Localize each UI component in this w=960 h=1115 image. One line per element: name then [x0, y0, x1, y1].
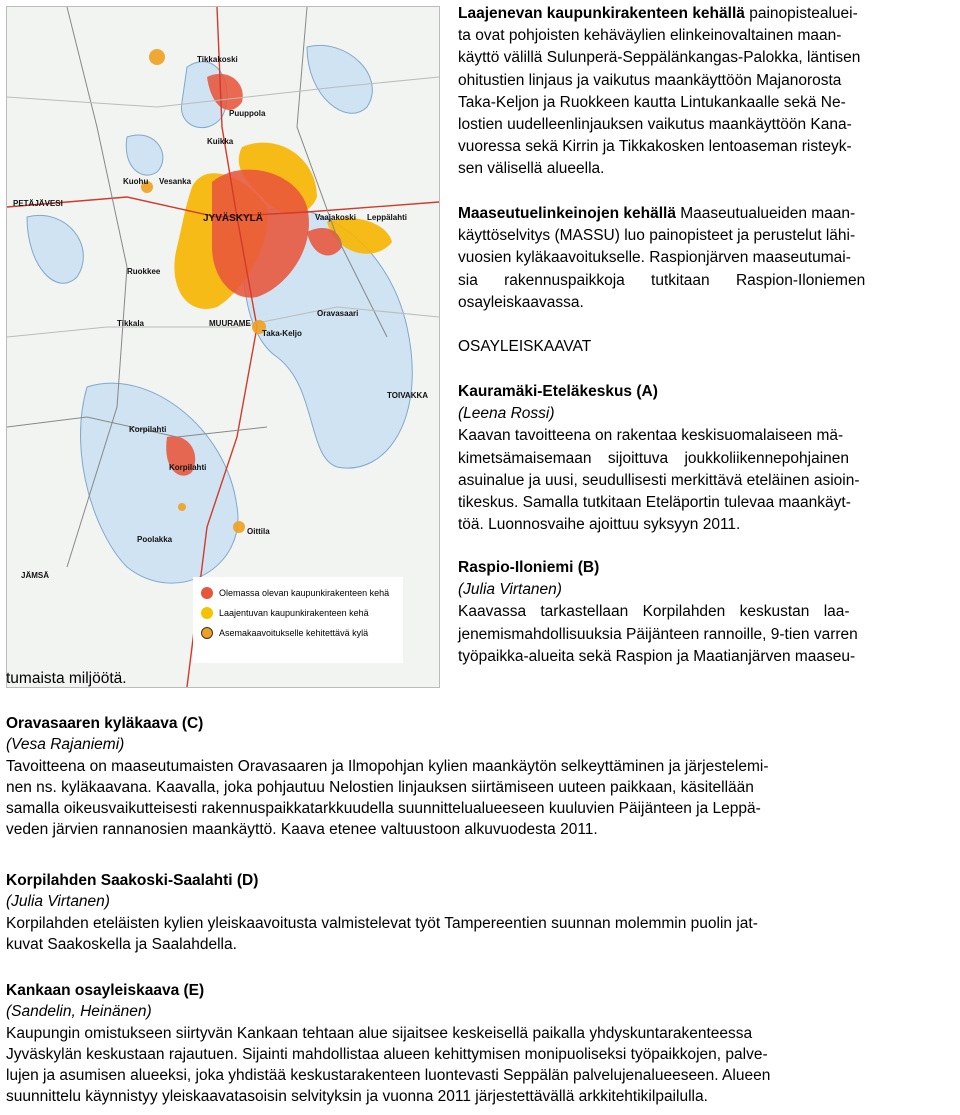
place-label: Taka-Keljo	[262, 329, 302, 338]
paragraph-rural	[458, 203, 956, 314]
text-line: sia rakennuspaikkoja tutkitaan Raspion-Iloniemen	[458, 271, 866, 289]
text-line: lujen ja asumisen alueeksi, joka yhdistää keskustarakenteen luontevasti Seppälän palvelujenalueeseen. Alueen	[6, 1067, 771, 1085]
text-line: painopistealuei-	[749, 5, 858, 22]
legend-item	[201, 587, 389, 599]
text-line: Korpilahden eteläisten kylien yleiskaavoitusta valmistelevat työt Tampereentien suunnan molemmin puolin jat-	[6, 914, 758, 932]
text-line: Kaupungin omistukseen siirtyvän Kankaan tehtaan alue sijaitsee keskeisellä paikalla yhdyskuntarakenteessa	[6, 1024, 753, 1042]
section-b-continuation: tumaista miljöötä.	[6, 670, 127, 687]
legend-item	[201, 607, 369, 619]
place-label: PETÄJÄVESI	[13, 199, 63, 208]
place-label: Oravasaari	[317, 309, 359, 318]
text-line	[458, 203, 956, 225]
text-line: käyttö välillä Sulunperä-Seppälänkangas-Palokka, läntisen	[458, 49, 861, 67]
place-label: Kuohu	[123, 177, 149, 186]
text-line: Taka-Keljon ja Ruokkeen kautta Lintukankaalle sekä Ne-	[458, 93, 846, 111]
author: (Julia Virtanen)	[6, 893, 110, 911]
section-title: OSAYLEISKAAVAT	[458, 338, 592, 355]
author: (Vesa Rajaniemi)	[6, 736, 125, 754]
section-heading: Oravasaaren kyläkaava (C)	[6, 715, 204, 732]
text-line: jenemismahdollisuuksia Päijänteen rannoille, 9-tien varren	[458, 625, 858, 643]
section-heading: Kauramäki-Eteläkeskus (A)	[458, 383, 658, 400]
place-label: Kuikka	[207, 137, 234, 146]
text-line: Jyväskylän keskustaan rajautuen. Sijainti mahdollistaa alueen kehittymisen monipuoliseksi työpaikkojen, palve-	[6, 1045, 768, 1063]
text-line: samalla oikeusvaikutteisesti rakennuspaikkatarkkuudella suunnittelualueeseen kuuluvien Päijänteen ja Leppä-	[6, 800, 761, 818]
place-label: Tikkala	[117, 319, 144, 328]
author: (Leena Rossi)	[458, 405, 555, 423]
text-line: nen ns. kyläkaavana. Kaavalla, joka pohjautuu Nelostien linjauksen siirtämiseen uuteen paikkaan, käsitellään	[6, 778, 754, 796]
place-label: Oittila	[247, 527, 270, 536]
place-label: Tikkakoski	[197, 55, 238, 64]
place-label: Leppälahti	[367, 213, 408, 222]
text-line: veden järvien rannanosien maankäyttö. Kaava etenee valtuustoon alkuvuodesta 2011.	[6, 821, 598, 839]
legend-label: Asemakaavoitukselle kehitettävä kylä	[219, 628, 369, 638]
place-label: JYVÄSKYLÄ	[203, 213, 264, 224]
section-b	[458, 557, 956, 668]
section-heading: Kankaan osayleiskaava (E)	[6, 982, 205, 999]
paragraph-urban-expansion	[458, 3, 956, 181]
place-label: TOIVAKKA	[387, 391, 429, 400]
legend-label: Olemassa olevan kaupunkirakenteen kehä	[219, 588, 390, 598]
section-c	[6, 713, 956, 841]
text-line: työpaikka-alueita sekä Raspion ja Maatianjärven maaseu-	[458, 647, 856, 665]
orange-ring-icon	[201, 627, 213, 639]
text-line: vuoressa sekä Kirrin ja Tikkakosken lentoaseman risteyk-	[458, 138, 852, 156]
text-line: lostien uudelleenlinjauksen vaikutus maankäyttöön Kana-	[458, 116, 852, 134]
place-label: Vesanka	[159, 177, 192, 186]
lead-text: Laajenevan kaupunkirakenteen kehällä	[458, 5, 745, 22]
text-line: sen välisellä alueella.	[458, 160, 605, 178]
place-label: Korpilahti	[129, 425, 167, 434]
place-label: JÄMSÄ	[21, 571, 50, 580]
text-line: Maaseutualueiden maan-	[680, 205, 856, 222]
text-line	[458, 3, 956, 25]
text-line: Tavoitteena on maaseutumaisten Oravasaaren ja Ilmopohjan kylien maankäytön selkeyttäminen ja järjestelemi-	[6, 757, 769, 775]
text-line: Kaavassa tarkastellaan Korpilahden keskustan laa-	[458, 603, 850, 621]
text-line: ohitustien linjaus ja vaikutus maankäyttöön Majanorosta	[458, 71, 842, 89]
region-map	[6, 6, 440, 688]
legend-label: Laajentuvan kaupunkirakenteen kehä	[219, 608, 369, 618]
text-line: vuosien kyläkaavoitukselle. Raspionjärven maaseutumai-	[458, 249, 851, 267]
text-line: kuvat Saakoskella ja Saalahdella.	[6, 935, 237, 953]
place-label: Poolakka	[137, 535, 173, 544]
text-line: kimetsämaisemaan sijoittuva joukkoliikennepohjainen	[458, 449, 850, 467]
text-line: asuinalue ja uusi, seudullisesti merkittävä eteläinen asioin-	[458, 471, 860, 489]
text-line: suunnittelu käynnistyy yleiskaavatasoisin selvityksin ja vuonna 2011 järjestettävällä arkkitehtikilpailulla.	[6, 1088, 708, 1106]
red-dot-icon	[201, 587, 213, 599]
map-legend	[193, 577, 403, 663]
place-label: Vaajakoski	[315, 213, 356, 222]
legend-item	[201, 627, 368, 639]
text-line: tikeskus. Samalla tutkitaan Eteläportin tulevaa maankäyt-	[458, 494, 851, 512]
lead-text: Maaseutuelinkeinojen kehällä	[458, 205, 676, 222]
place-label: Korpilahti	[169, 463, 207, 472]
place-label: Puuppola	[229, 109, 266, 118]
section-a	[458, 381, 956, 536]
text-line: töä. Luonnosvaihe ajoittuu syksyyn 2011.	[458, 516, 741, 534]
section-e	[6, 980, 956, 1108]
text-line: ta ovat pohjoisten kehäväylien elinkeinovaltainen maan-	[458, 27, 842, 45]
section-heading: Raspio-Iloniemi (B)	[458, 559, 600, 576]
yellow-dot-icon	[201, 607, 213, 619]
author: (Sandelin, Heinänen)	[6, 1003, 152, 1021]
text-line: käyttöselvitys (MASSU) luo painopisteet ja perustelut lähi-	[458, 227, 856, 245]
section-d	[6, 870, 956, 955]
text-line: osayleiskaavassa.	[458, 293, 584, 311]
author: (Julia Virtanen)	[458, 581, 562, 599]
place-label: Ruokkee	[127, 267, 161, 276]
text-line: Kaavan tavoitteena on rakentaa keskisuomalaiseen mä-	[458, 427, 844, 445]
section-heading: Korpilahden Saakoski-Saalahti (D)	[6, 872, 259, 889]
place-label: MUURAME	[209, 319, 251, 328]
